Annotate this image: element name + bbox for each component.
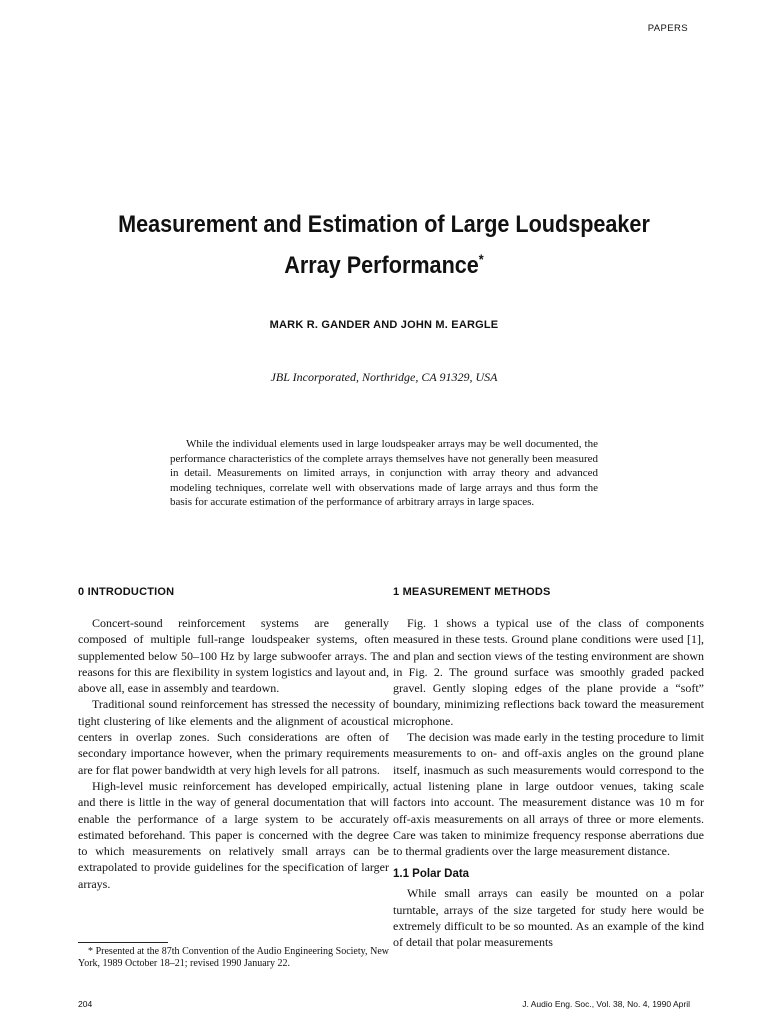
paragraph: Traditional sound reinforcement has stressed the necessity of tight clustering of like elements and the alignment of acoustical centers in overlap zones. Such considerations are often of secondary importance however, when the primary requirements are for flat power bandwidth at very high levels for all patrons. — [78, 697, 389, 777]
section-tag: PAPERS — [647, 23, 688, 34]
section-heading-measurement-methods: 1 MEASUREMENT METHODS — [393, 586, 551, 598]
title-footnote-mark: * — [478, 251, 484, 267]
left-column — [78, 586, 389, 892]
authors: MARK R. GANDER AND JOHN M. EARGLE — [269, 319, 499, 331]
abstract: While the individual elements used in large loudspeaker arrays may be well documented, the performance characteristics of the complete arrays themselves have not generally been measured in detail. Measurements on limited arrays, in conjunction with array theory and advanced modeling techniques, correlate well with observations made of large arrays and thus form the basis for accurate estimation of the performance of arbitrary arrays in large spaces. — [170, 438, 598, 508]
footnote-divider — [78, 942, 168, 943]
journal-reference: J. Audio Eng. Soc., Vol. 38, No. 4, 1990 April — [522, 999, 690, 1009]
paper-title-text: Measurement and Estimation of Large Loudspeaker Array Performance — [118, 211, 650, 279]
footnote: * Presented at the 87th Convention of the Audio Engineering Society, New York, 1989 October 18–21; revised 1990 January 22. — [78, 946, 389, 969]
affiliation: JBL Incorporated, Northridge, CA 91329, USA — [270, 370, 498, 384]
paragraph: Concert-sound reinforcement systems are generally composed of multiple full-range loudspeaker systems, often supplemented below 50–100 Hz by large subwoofer arrays. The reasons for this are flexibility in system logistics and layout and, above all, ease in assembly and teardown. — [78, 616, 389, 696]
paragraph: Fig. 1 shows a typical use of the class of components measured in these tests. Ground plane conditions were used [1], and plan and section views of the testing environment are shown in Fig. 2. The ground surface was smoothly graded packed gravel. Gently sloping edges of the plane provide a “soft” boundary, minimizing reflections back toward the measurement microphone. — [393, 616, 704, 728]
paragraph: While small arrays can easily be mounted on a polar turntable, arrays of the size targeted for study here would be extremely difficult to be so mounted. As an example of the kind of detail that polar measurements — [393, 886, 704, 950]
right-column — [393, 586, 704, 951]
section-heading-introduction: 0 INTRODUCTION — [78, 586, 175, 598]
paragraph: The decision was made early in the testing procedure to limit measurements to on- and off-axis angles on the ground plane itself, inasmuch as such measurements would correspond to the actual listening plane in large outdoor venues, taking scale factors into account. The measurement distance was 10 m for off-axis measurements on all arrays of three or more elements. Care was taken to minimize frequency response aberrations due to thermal gradients over the large measurement distance. — [393, 730, 704, 859]
subsection-heading-polar-data: 1.1 Polar Data — [393, 868, 470, 881]
paragraph: High-level music reinforcement has developed empirically, and there is little in the way of general documentation that will enable the performance of a large system to be accurately estimated beforehand. This paper is concerned with the degree to which measurements on relatively small arrays can be extrapolated to provide guidelines for the specification of larger arrays. — [78, 778, 389, 891]
paper-title — [92, 208, 675, 283]
page-number: 204 — [78, 999, 93, 1009]
